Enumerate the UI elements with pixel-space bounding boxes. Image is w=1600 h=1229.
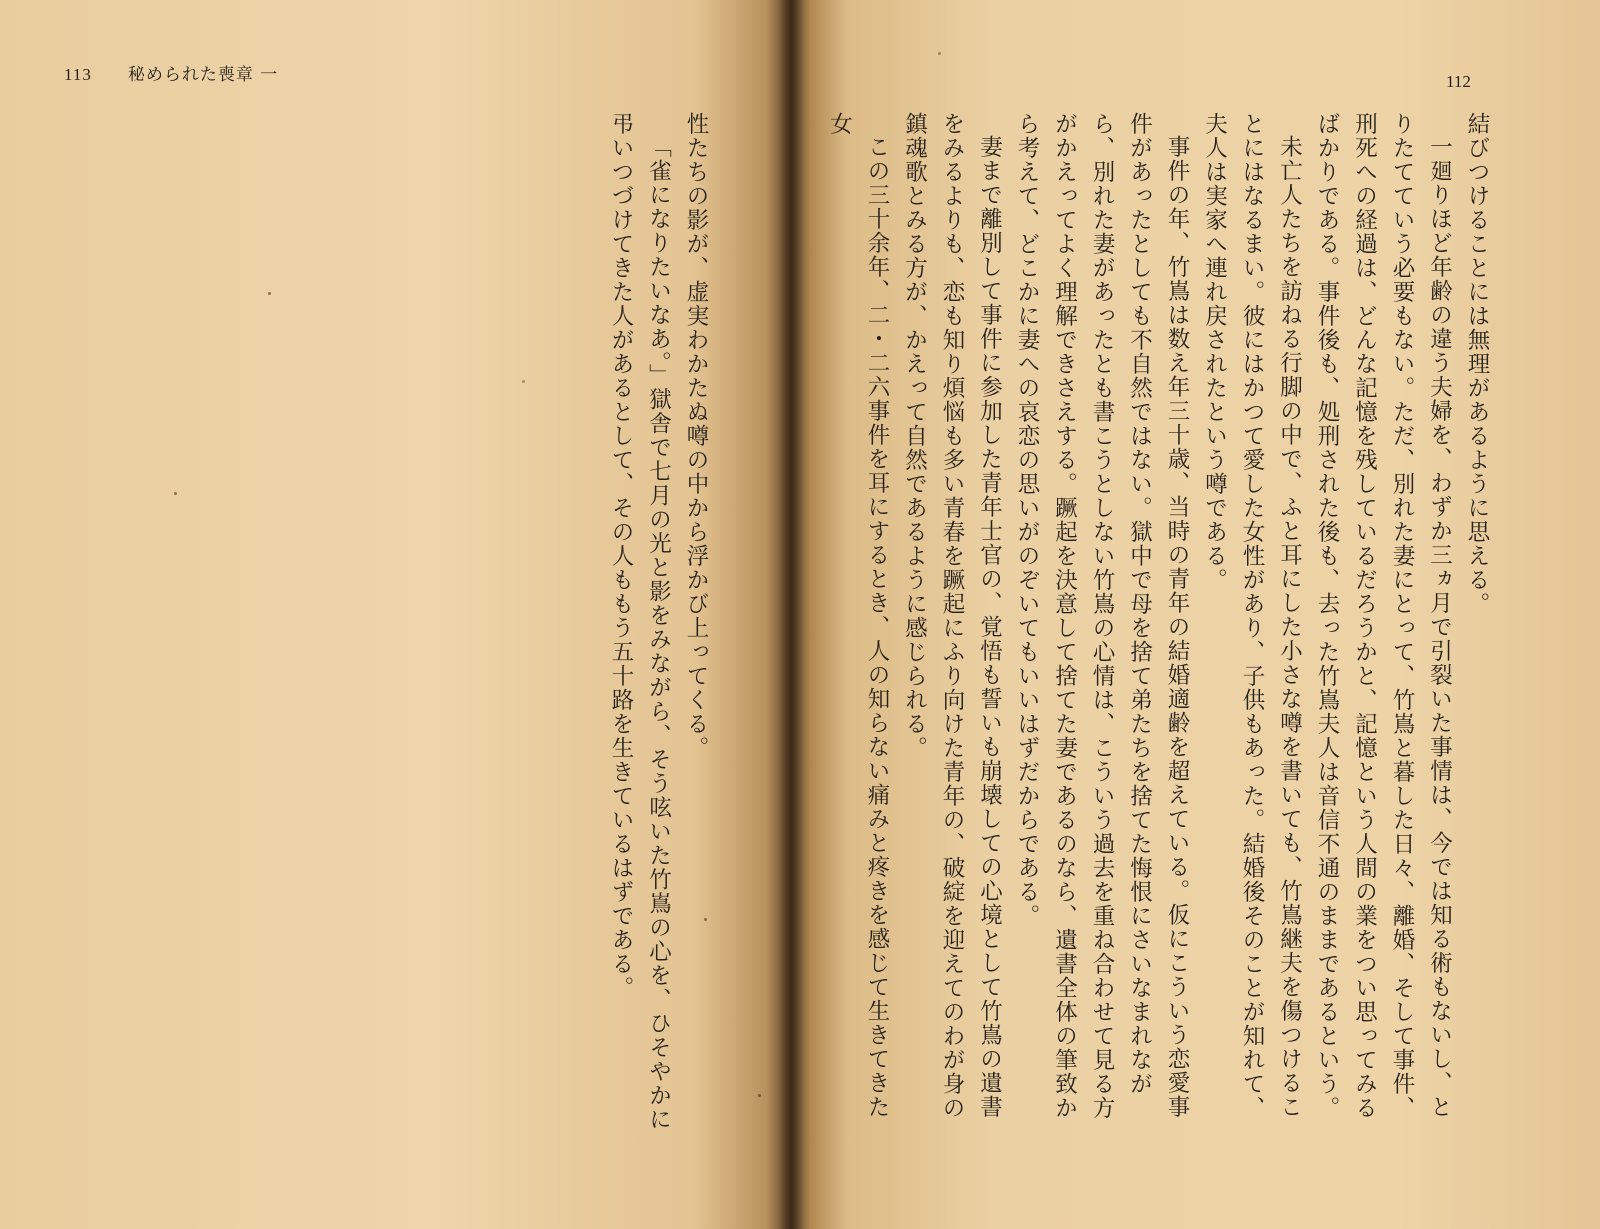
- running-head: [64, 60, 278, 85]
- right-page-body: [826, 112, 1495, 1132]
- paragraph: 結びつけることには無理があるように思える。: [1464, 112, 1490, 616]
- paragraph: 未亡人たちを訪ねる行脚の中で、ふと耳にした小さな噂を書いても、竹嶌継夫を傷つけることにはなるまい。彼にはかつて愛した女性があり、子供もあった。結婚後そのことが知れて、夫人は実家へ連れ戻されたという噂である。: [1201, 112, 1303, 1120]
- paper-speck: [268, 292, 271, 295]
- paragraph: この三十余年、二・二六事件を耳にするとき、人の知らない痛みと疼きを感じて生きてきた女: [826, 112, 890, 1119]
- left-page: [0, 0, 790, 1229]
- book-gutter: [778, 0, 804, 1229]
- left-page-body: [596, 112, 714, 1132]
- page-number-left: 113: [64, 65, 92, 84]
- paper-speck: [704, 918, 707, 921]
- page-number-right: 112: [1446, 72, 1471, 91]
- paragraph: 「雀になりたいなあ。」獄舎で七月の光と影をみながら、そう呟いた竹嶌の心を、ひそやかに弔いつづけてきた人があるとして、その人ももう五十路を生きているはずである。: [608, 112, 672, 1132]
- paper-speck: [174, 492, 177, 495]
- paper-speck: [938, 52, 941, 55]
- right-page: [790, 0, 1600, 1229]
- paper-speck: [522, 380, 525, 383]
- paragraph: 妻まで離別して事件に参加した青年士官の、覚悟も誓いも崩壊しての心境として竹嶌の遺書をみるよりも、恋も知り煩悩も多い青春を蹶起にふり向けた青年の、破綻を迎えてのわが身の鎮魂歌とみる方が、かえって自然であるように感じられる。: [901, 112, 1003, 1120]
- paragraph: 性たちの影が、虚実わかたぬ噂の中から浮かび上ってくる。: [683, 112, 709, 760]
- paragraph: 一廻りほど年齢の違う夫婦を、わずか三ヵ月で引裂いた事情は、今では知る術もないし、とりたてていう必要もない。ただ、別れた妻にとって、竹嶌と暮した日々、離婚、そして事件、刑死への経過は、どんな記憶を残しているだろうかと、記憶という人間の業をつい思ってみるばかりである。事件後も、処刑された後も、去った竹嶌夫人は音信不通のままであるという。: [1314, 112, 1453, 1120]
- paper-speck: [758, 1094, 761, 1097]
- running-title: 秘められた喪章 一: [127, 65, 279, 85]
- paragraph: 事件の年、竹嶌は数え年三十歳、当時の青年の結婚適齢を超えている。仮にこういう恋愛事件があったとしても不自然ではない。獄中で母を捨て弟たちを捨てた悔恨にさいなまれながら、別れた妻があったとも書こうとしない竹嶌の心情は、こういう過去を重ね合わせて見る方がかえってよく理解できさえする。蹶起を決意して捨てた妻であるのなら、遺書全体の筆致から考えて、どこかに妻への哀恋の思いがのぞいてもいいはずだからである。: [1014, 112, 1190, 1120]
